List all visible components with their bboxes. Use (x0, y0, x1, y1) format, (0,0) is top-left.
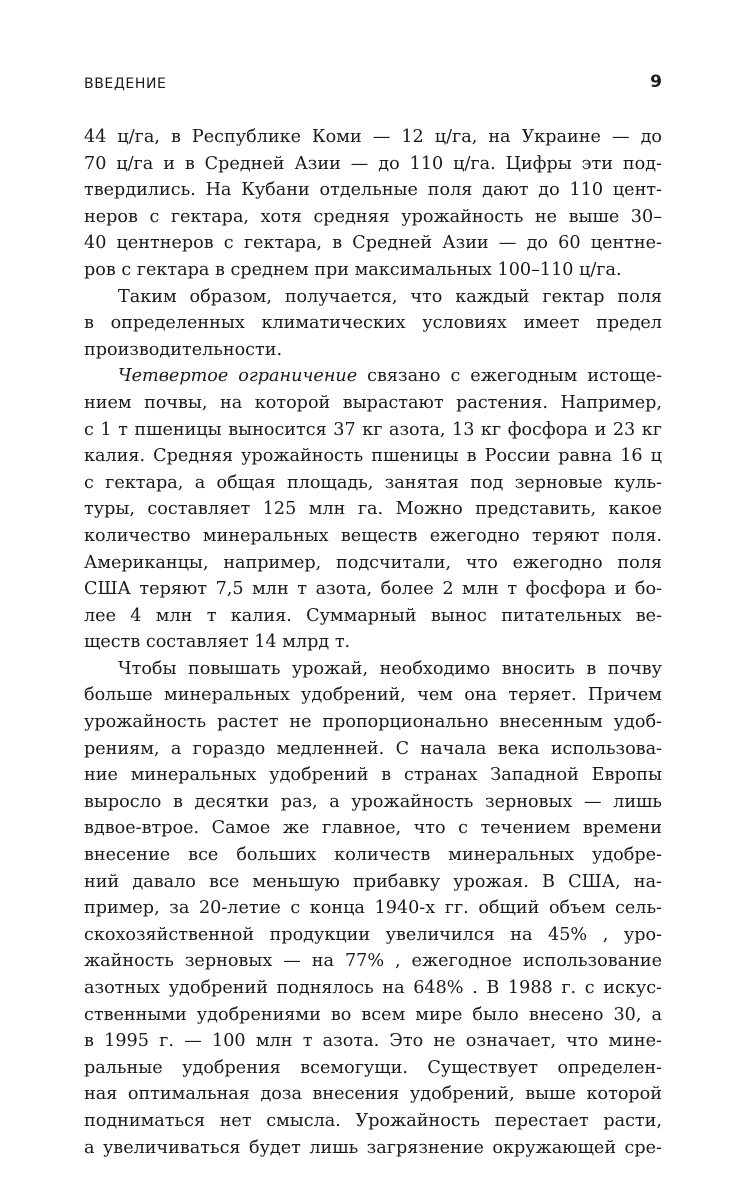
text-line: с гектара, а общая площадь, занятая под зерновые куль- (84, 472, 662, 493)
text-line (84, 363, 662, 390)
text-line: вдвое-втрое. Самое же главное, что с течением времени (84, 818, 662, 839)
text-line: азотных удобрений поднялось на 648% . В 1988 г. с искус- (84, 978, 662, 998)
text-line: Чтобы повышать урожай, необходимо вносить в почву (118, 658, 662, 679)
text-line: лее 4 млн т калия. Суммарный вынос питательных ве- (84, 605, 662, 626)
text-line: больше минеральных удобрений, чем она теряет. Причем (84, 685, 662, 706)
text-line: производительности. (84, 339, 283, 360)
paragraph (84, 363, 662, 656)
text-line: 44 ц/га, в Республике Коми — 12 ц/га, на Украине — до (84, 127, 662, 147)
text-line: 70 ц/га и в Средней Азии — до 110 ц/га. Цифры эти под- (84, 153, 662, 174)
text-line: жайность зерновых — на 77% , ежегодное использование (84, 951, 662, 972)
body-text (84, 124, 662, 1161)
paragraph (84, 124, 662, 284)
text-line: Таким образом, получается, что каждый гектар поля (118, 286, 662, 307)
text-line: ственными удобрениями во всем мире было внесено 30, а (84, 1004, 662, 1025)
text-line: урожайность растет не пропорционально внесенным удоб- (84, 712, 662, 733)
text-line: с 1 т пшеницы выносится 37 кг азота, 13 кг фосфора и 23 кг (84, 419, 662, 440)
text-line: ров с гектара в среднем при максимальных 100–110 ц/га. (84, 259, 622, 280)
text-line: ний давало все меньшую прибавку урожая. В США, на- (84, 871, 662, 892)
page-number: 9 (650, 72, 662, 92)
text-line: США теряют 7,5 млн т азота, более 2 млн т фосфора и бо- (84, 579, 662, 600)
paragraph (84, 656, 662, 1161)
text-line: в 1995 г. — 100 млн т азота. Это не означает, что мине- (84, 1031, 662, 1052)
text-line: подниматься нет смысла. Урожайность перестает расти, (84, 1110, 662, 1131)
text-line: а увеличиваться будет лишь загрязнение окружающей сре- (84, 1137, 662, 1158)
emphasized-term: Четвертое ограничение (118, 366, 358, 387)
text-line: скохозяйственной продукции увеличился на 45% , уро- (84, 924, 662, 945)
running-head (84, 72, 662, 98)
text-line: внесение все больших количеств минеральных удобре- (84, 845, 662, 866)
text-line: Американцы, например, подсчитали, что ежегодно поля (84, 552, 662, 573)
text-line: выросло в десятки раз, а урожайность зерновых — лишь (84, 791, 662, 812)
text-line: пример, за 20-летие с конца 1940-х гг. общий объем сель- (84, 898, 662, 919)
text-line: ществ составляет 14 млрд т. (84, 632, 351, 653)
text-line: рениям, а гораздо медленней. С начала века использова- (84, 738, 662, 759)
text-line: туры, составляет 125 млн га. Можно представить, какое (84, 499, 662, 520)
paragraph (84, 284, 662, 364)
text-line: нием почвы, на которой вырастают растения. Например, (84, 392, 662, 413)
text-line: неров с гектара, хотя средняя урожайность не выше 30– (84, 206, 662, 227)
text-line: количество минеральных веществ ежегодно теряют поля. (84, 525, 662, 546)
text-line: в определенных климатических условиях имеет предел (84, 313, 662, 334)
text-line: твердились. На Кубани отдельные поля дают до 110 цент- (84, 180, 662, 201)
text-fragment: связано с ежегодным истоще- (357, 366, 663, 387)
section-title: ВВЕДЕНИЕ (84, 76, 167, 92)
text-line: ная оптимальная доза внесения удобрений, выше которой (84, 1084, 662, 1105)
text-line: калия. Средняя урожайность пшеницы в России равна 16 ц (84, 446, 662, 467)
text-line: 40 центнеров с гектара, в Средней Азии — до 60 центне- (84, 233, 662, 254)
text-line: ральные удобрения всемогущи. Существует определен- (84, 1057, 662, 1078)
text-line: ние минеральных удобрений в странах Западной Европы (84, 765, 662, 786)
